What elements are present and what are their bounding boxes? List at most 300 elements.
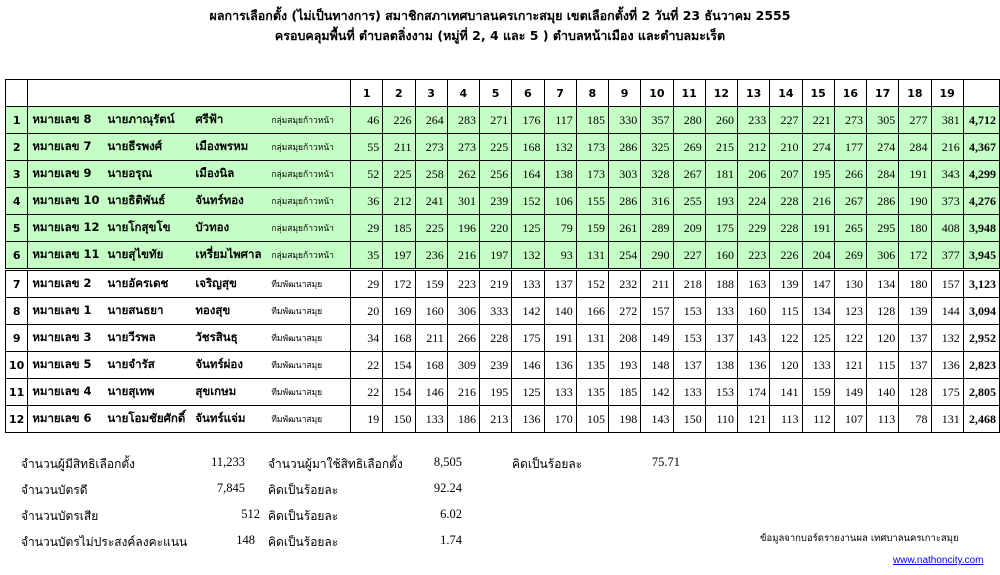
vote-cell: 142 [512,298,544,325]
voters-label: จำนวนผู้มาใช้สิทธิเลือกตั้ง [268,457,403,471]
novote-pct-label: คิดเป็นร้อยละ [268,535,339,549]
vote-cell: 303 [609,161,641,188]
vote-cell: 93 [544,242,576,270]
vote-cell: 148 [641,352,673,379]
vote-cell: 239 [480,352,512,379]
vote-cell: 149 [834,379,866,406]
vote-cell: 174 [738,379,770,406]
vote-cell: 177 [834,134,866,161]
vote-cell: 185 [609,379,641,406]
vote-cell: 330 [609,107,641,134]
vote-cell: 186 [447,406,479,433]
rank-cell: 1 [6,107,28,134]
total-cell: 3,948 [963,215,999,242]
candidate-first-name: นายวีรพล [107,330,156,344]
vote-cell: 265 [834,215,866,242]
vote-cell: 136 [738,352,770,379]
unit-header: 13 [738,80,770,107]
total-cell: 4,367 [963,134,999,161]
vote-cell: 220 [480,215,512,242]
data-source-credit: ข้อมูลจากบอร์ดรายงานผล เทศบาลนครเกาะสมุย [760,533,959,544]
vote-cell: 226 [770,242,802,270]
vote-cell: 258 [415,161,447,188]
vote-cell: 197 [480,242,512,270]
candidate-first-name: นายโอมชัยศักดิ์ [107,411,186,425]
eligible-label: จำนวนผู้มีสิทธิเลือกตั้ง [21,457,135,471]
vote-cell: 284 [899,134,931,161]
vote-cell: 149 [641,325,673,352]
vote-cell: 132 [931,325,963,352]
candidate-row [6,134,1000,161]
vote-cell: 125 [512,215,544,242]
vote-cell: 122 [770,325,802,352]
vote-cell: 316 [641,188,673,215]
unit-header: 7 [544,80,576,107]
vote-cell: 328 [641,161,673,188]
results-table [5,79,1000,433]
vote-cell: 271 [480,107,512,134]
vote-cell: 198 [609,406,641,433]
vote-cell: 133 [415,406,447,433]
vote-cell: 22 [351,379,383,406]
candidate-party: กลุ่มสมุยก้าวหน้า [271,251,334,261]
vote-cell: 160 [738,298,770,325]
vote-cell: 289 [641,215,673,242]
candidate-last-name: สุขเกษม [195,384,237,398]
vote-cell: 115 [770,298,802,325]
total-cell: 4,712 [963,107,999,134]
unit-header: 9 [609,80,641,107]
vote-cell: 20 [351,298,383,325]
vote-cell: 305 [867,107,899,134]
vote-cell: 216 [447,242,479,270]
unit-header: 10 [641,80,673,107]
vote-cell: 154 [383,352,415,379]
vote-cell: 223 [738,242,770,270]
vote-cell: 153 [673,325,705,352]
candidate-number: หมายเลข 9 [32,166,92,180]
unit-header: 5 [480,80,512,107]
vote-cell: 140 [544,298,576,325]
vote-cell: 120 [867,325,899,352]
vote-cell: 255 [673,188,705,215]
vote-cell: 226 [383,107,415,134]
website-link[interactable]: www.nathoncity.com [893,555,984,566]
vote-cell: 143 [641,406,673,433]
vote-cell: 325 [641,134,673,161]
vote-cell: 168 [512,134,544,161]
candidate-first-name: นายอรุณ [107,166,153,180]
vote-cell: 267 [834,188,866,215]
unit-header: 18 [899,80,931,107]
candidate-party: กลุ่มสมุยก้าวหน้า [271,116,334,126]
candidate-last-name: จันทร์ทอง [195,193,244,207]
vote-cell: 266 [447,325,479,352]
candidate-row [6,406,1000,433]
vote-cell: 153 [673,298,705,325]
total-cell: 2,952 [963,325,999,352]
vote-cell: 105 [576,406,608,433]
vote-cell: 357 [641,107,673,134]
vote-cell: 136 [931,352,963,379]
vote-cell: 343 [931,161,963,188]
candidate-cell [28,161,351,188]
vote-cell: 256 [480,161,512,188]
vote-cell: 266 [834,161,866,188]
vote-cell: 301 [447,188,479,215]
vote-cell: 159 [576,215,608,242]
unit-header: 17 [867,80,899,107]
vote-cell: 36 [351,188,383,215]
vote-cell: 215 [705,134,737,161]
candidate-row [6,242,1000,270]
vote-cell: 138 [544,161,576,188]
header-row [6,80,1000,107]
vote-cell: 125 [802,325,834,352]
candidate-row [6,379,1000,406]
total-cell: 3,123 [963,270,999,298]
unit-header: 2 [383,80,415,107]
candidate-first-name: นายอัครเดช [107,276,169,290]
candidate-number: หมายเลข 5 [32,357,92,371]
candidate-first-name: นายจำรัส [107,357,155,371]
vote-cell: 213 [480,406,512,433]
candidate-last-name: วัชรสินธุ [195,330,238,344]
vote-cell: 140 [867,379,899,406]
vote-cell: 295 [867,215,899,242]
vote-cell: 135 [576,379,608,406]
vote-cell: 190 [899,188,931,215]
vote-cell: 224 [738,188,770,215]
vote-cell: 211 [383,134,415,161]
candidate-number: หมายเลข 3 [32,330,92,344]
vote-cell: 169 [383,298,415,325]
total-cell: 2,823 [963,352,999,379]
vote-cell: 216 [931,134,963,161]
rank-cell: 9 [6,325,28,352]
good-pct-value: 92.24 [433,481,462,495]
vote-cell: 195 [802,161,834,188]
vote-cell: 121 [738,406,770,433]
vote-cell: 136 [544,352,576,379]
candidate-first-name: นายภาณุรัตน์ [107,112,175,126]
bad-ballots-value: 512 [241,507,260,521]
vote-cell: 262 [447,161,479,188]
candidate-cell [28,134,351,161]
vote-cell: 209 [673,215,705,242]
vote-cell: 172 [899,242,931,270]
rank-cell: 11 [6,379,28,406]
vote-cell: 160 [415,298,447,325]
vote-cell: 290 [641,242,673,270]
vote-cell: 195 [480,379,512,406]
candidate-party: กลุ่มสมุยก้าวหน้า [271,143,334,153]
vote-cell: 133 [802,352,834,379]
vote-cell: 173 [576,134,608,161]
total-cell: 2,468 [963,406,999,433]
vote-cell: 212 [383,188,415,215]
good-ballots-label: จำนวนบัตรดี [21,483,88,497]
rank-cell: 7 [6,270,28,298]
vote-cell: 228 [770,188,802,215]
vote-cell: 110 [705,406,737,433]
vote-cell: 216 [802,188,834,215]
vote-cell: 191 [899,161,931,188]
vote-cell: 152 [512,188,544,215]
candidate-first-name: นายธิติพันธ์ [107,193,166,207]
vote-cell: 227 [770,107,802,134]
vote-cell: 137 [899,325,931,352]
candidate-row [6,215,1000,242]
vote-cell: 208 [609,325,641,352]
vote-cell: 128 [899,379,931,406]
candidate-cell [28,270,351,298]
candidate-row [6,298,1000,325]
vote-cell: 309 [447,352,479,379]
vote-cell: 155 [576,188,608,215]
vote-cell: 34 [351,325,383,352]
vote-cell: 138 [705,352,737,379]
rank-cell: 3 [6,161,28,188]
vote-cell: 168 [383,325,415,352]
vote-cell: 153 [705,379,737,406]
candidate-number: หมายเลข 2 [32,276,92,290]
candidate-party: ทีมพัฒนาสมุย [271,415,323,425]
total-cell: 2,805 [963,379,999,406]
vote-cell: 277 [899,107,931,134]
vote-cell: 211 [415,325,447,352]
vote-cell: 210 [770,134,802,161]
vote-cell: 159 [802,379,834,406]
candidate-first-name: นายสนธยา [107,303,164,317]
candidate-row [6,188,1000,215]
unit-header: 4 [447,80,479,107]
vote-cell: 52 [351,161,383,188]
vote-cell: 191 [802,215,834,242]
vote-cell: 29 [351,215,383,242]
candidate-last-name: ทองสุข [195,303,231,317]
candidate-cell [28,242,351,270]
candidate-party: ทีมพัฒนาสมุย [271,307,323,317]
good-ballots-value: 7,845 [216,481,245,495]
unit-header: 3 [415,80,447,107]
vote-cell: 269 [834,242,866,270]
page-subtitle: ครอบคลุมพื้นที่ ตำบลตลิ่งงาม (หมู่ที่ 2, 4 และ 5 ) ตำบลหน้าเมือง และตำบลมะเร็ต [274,28,726,43]
vote-cell: 284 [867,161,899,188]
vote-cell: 168 [415,352,447,379]
unit-header: 11 [673,80,705,107]
vote-cell: 269 [673,134,705,161]
vote-cell: 152 [576,270,608,298]
vote-cell: 115 [867,352,899,379]
candidate-last-name: เมืองนิล [195,166,235,180]
novote-value: 148 [236,533,255,547]
vote-cell: 144 [931,298,963,325]
vote-cell: 122 [834,325,866,352]
vote-cell: 260 [705,107,737,134]
vote-cell: 131 [576,242,608,270]
vote-cell: 147 [802,270,834,298]
vote-cell: 228 [770,215,802,242]
rank-cell: 4 [6,188,28,215]
bad-pct-label: คิดเป็นร้อยละ [268,509,339,523]
unit-header: 8 [576,80,608,107]
rank-cell: 2 [6,134,28,161]
vote-cell: 218 [673,270,705,298]
vote-cell: 283 [447,107,479,134]
vote-cell: 130 [834,270,866,298]
vote-cell: 333 [480,298,512,325]
good-pct-label: คิดเป็นร้อยละ [268,483,339,497]
vote-cell: 233 [738,107,770,134]
vote-cell: 29 [351,270,383,298]
vote-cell: 241 [415,188,447,215]
candidate-cell [28,298,351,325]
candidate-party: กลุ่มสมุยก้าวหน้า [271,170,334,180]
vote-cell: 113 [867,406,899,433]
candidate-party: กลุ่มสมุยก้าวหน้า [271,224,334,234]
vote-cell: 172 [383,270,415,298]
vote-cell: 306 [867,242,899,270]
vote-cell: 150 [673,406,705,433]
vote-cell: 272 [609,298,641,325]
vote-cell: 136 [512,406,544,433]
vote-cell: 132 [544,134,576,161]
vote-cell: 175 [931,379,963,406]
vote-cell: 254 [609,242,641,270]
vote-cell: 181 [705,161,737,188]
vote-cell: 133 [512,270,544,298]
vote-cell: 117 [544,107,576,134]
candidate-number: หมายเลข 6 [32,411,92,425]
vote-cell: 175 [512,325,544,352]
vote-cell: 128 [867,298,899,325]
vote-cell: 132 [512,242,544,270]
candidate-first-name: นายสุเทพ [107,384,155,398]
vote-cell: 173 [576,161,608,188]
vote-cell: 228 [480,325,512,352]
vote-cell: 170 [544,406,576,433]
vote-cell: 160 [705,242,737,270]
unit-header: 12 [705,80,737,107]
candidate-first-name: นายสุไขทัย [107,247,164,261]
vote-cell: 377 [931,242,963,270]
vote-cell: 274 [802,134,834,161]
vote-cell: 225 [383,161,415,188]
vote-cell: 133 [705,298,737,325]
unit-header: 16 [834,80,866,107]
candidate-cell [28,107,351,134]
candidate-cell [28,352,351,379]
vote-cell: 135 [576,352,608,379]
unit-header: 15 [802,80,834,107]
candidate-party: ทีมพัฒนาสมุย [271,388,323,398]
candidate-cell [28,188,351,215]
vote-cell: 286 [609,134,641,161]
candidate-number: หมายเลข 1 [32,303,92,317]
vote-cell: 264 [415,107,447,134]
vote-cell: 185 [576,107,608,134]
candidate-row [6,107,1000,134]
header-blank [963,80,999,107]
novote-label: จำนวนบัตรไม่ประสงค์ลงคะแนน [21,535,188,549]
rank-cell: 6 [6,242,28,270]
candidate-number: หมายเลข 11 [32,247,100,261]
vote-cell: 120 [770,352,802,379]
vote-cell: 125 [512,379,544,406]
vote-cell: 193 [609,352,641,379]
vote-cell: 46 [351,107,383,134]
vote-cell: 219 [480,270,512,298]
candidate-cell [28,406,351,433]
vote-cell: 206 [738,161,770,188]
candidate-cell [28,379,351,406]
candidate-party: ทีมพัฒนาสมุย [271,280,323,290]
candidate-last-name: บัวทอง [195,220,230,234]
vote-cell: 164 [512,161,544,188]
candidate-cell [28,215,351,242]
unit-header: 1 [351,80,383,107]
vote-cell: 146 [512,352,544,379]
vote-cell: 55 [351,134,383,161]
vote-cell: 131 [576,325,608,352]
vote-cell: 193 [705,188,737,215]
vote-cell: 185 [383,215,415,242]
vote-cell: 121 [834,352,866,379]
candidate-last-name: เจริญสุข [195,276,237,290]
total-cell: 4,276 [963,188,999,215]
eligible-value: 11,233 [211,455,245,469]
vote-cell: 274 [867,134,899,161]
vote-cell: 381 [931,107,963,134]
vote-cell: 107 [834,406,866,433]
vote-cell: 78 [899,406,931,433]
vote-cell: 188 [705,270,737,298]
turnout-value: 75.71 [651,455,680,469]
vote-cell: 79 [544,215,576,242]
vote-cell: 176 [512,107,544,134]
candidate-last-name: เมืองพรหม [195,139,249,153]
candidate-number: หมายเลข 7 [32,139,92,153]
vote-cell: 22 [351,352,383,379]
candidate-number: หมายเลข 4 [32,384,92,398]
vote-cell: 225 [415,215,447,242]
candidate-row [6,325,1000,352]
candidate-last-name: จันทร์ผ่อง [195,357,243,371]
rank-cell: 5 [6,215,28,242]
vote-cell: 154 [383,379,415,406]
bad-pct-value: 6.02 [440,507,462,521]
vote-cell: 286 [867,188,899,215]
vote-cell: 239 [480,188,512,215]
vote-cell: 134 [867,270,899,298]
vote-cell: 212 [738,134,770,161]
vote-cell: 143 [738,325,770,352]
vote-cell: 273 [447,134,479,161]
vote-cell: 112 [802,406,834,433]
vote-cell: 306 [447,298,479,325]
vote-cell: 267 [673,161,705,188]
vote-cell: 227 [673,242,705,270]
candidate-row [6,352,1000,379]
candidate-number: หมายเลข 10 [32,193,100,207]
vote-cell: 180 [899,270,931,298]
vote-cell: 197 [383,242,415,270]
bad-ballots-label: จำนวนบัตรเสีย [21,509,99,523]
vote-cell: 134 [802,298,834,325]
unit-header: 6 [512,80,544,107]
rank-cell: 8 [6,298,28,325]
